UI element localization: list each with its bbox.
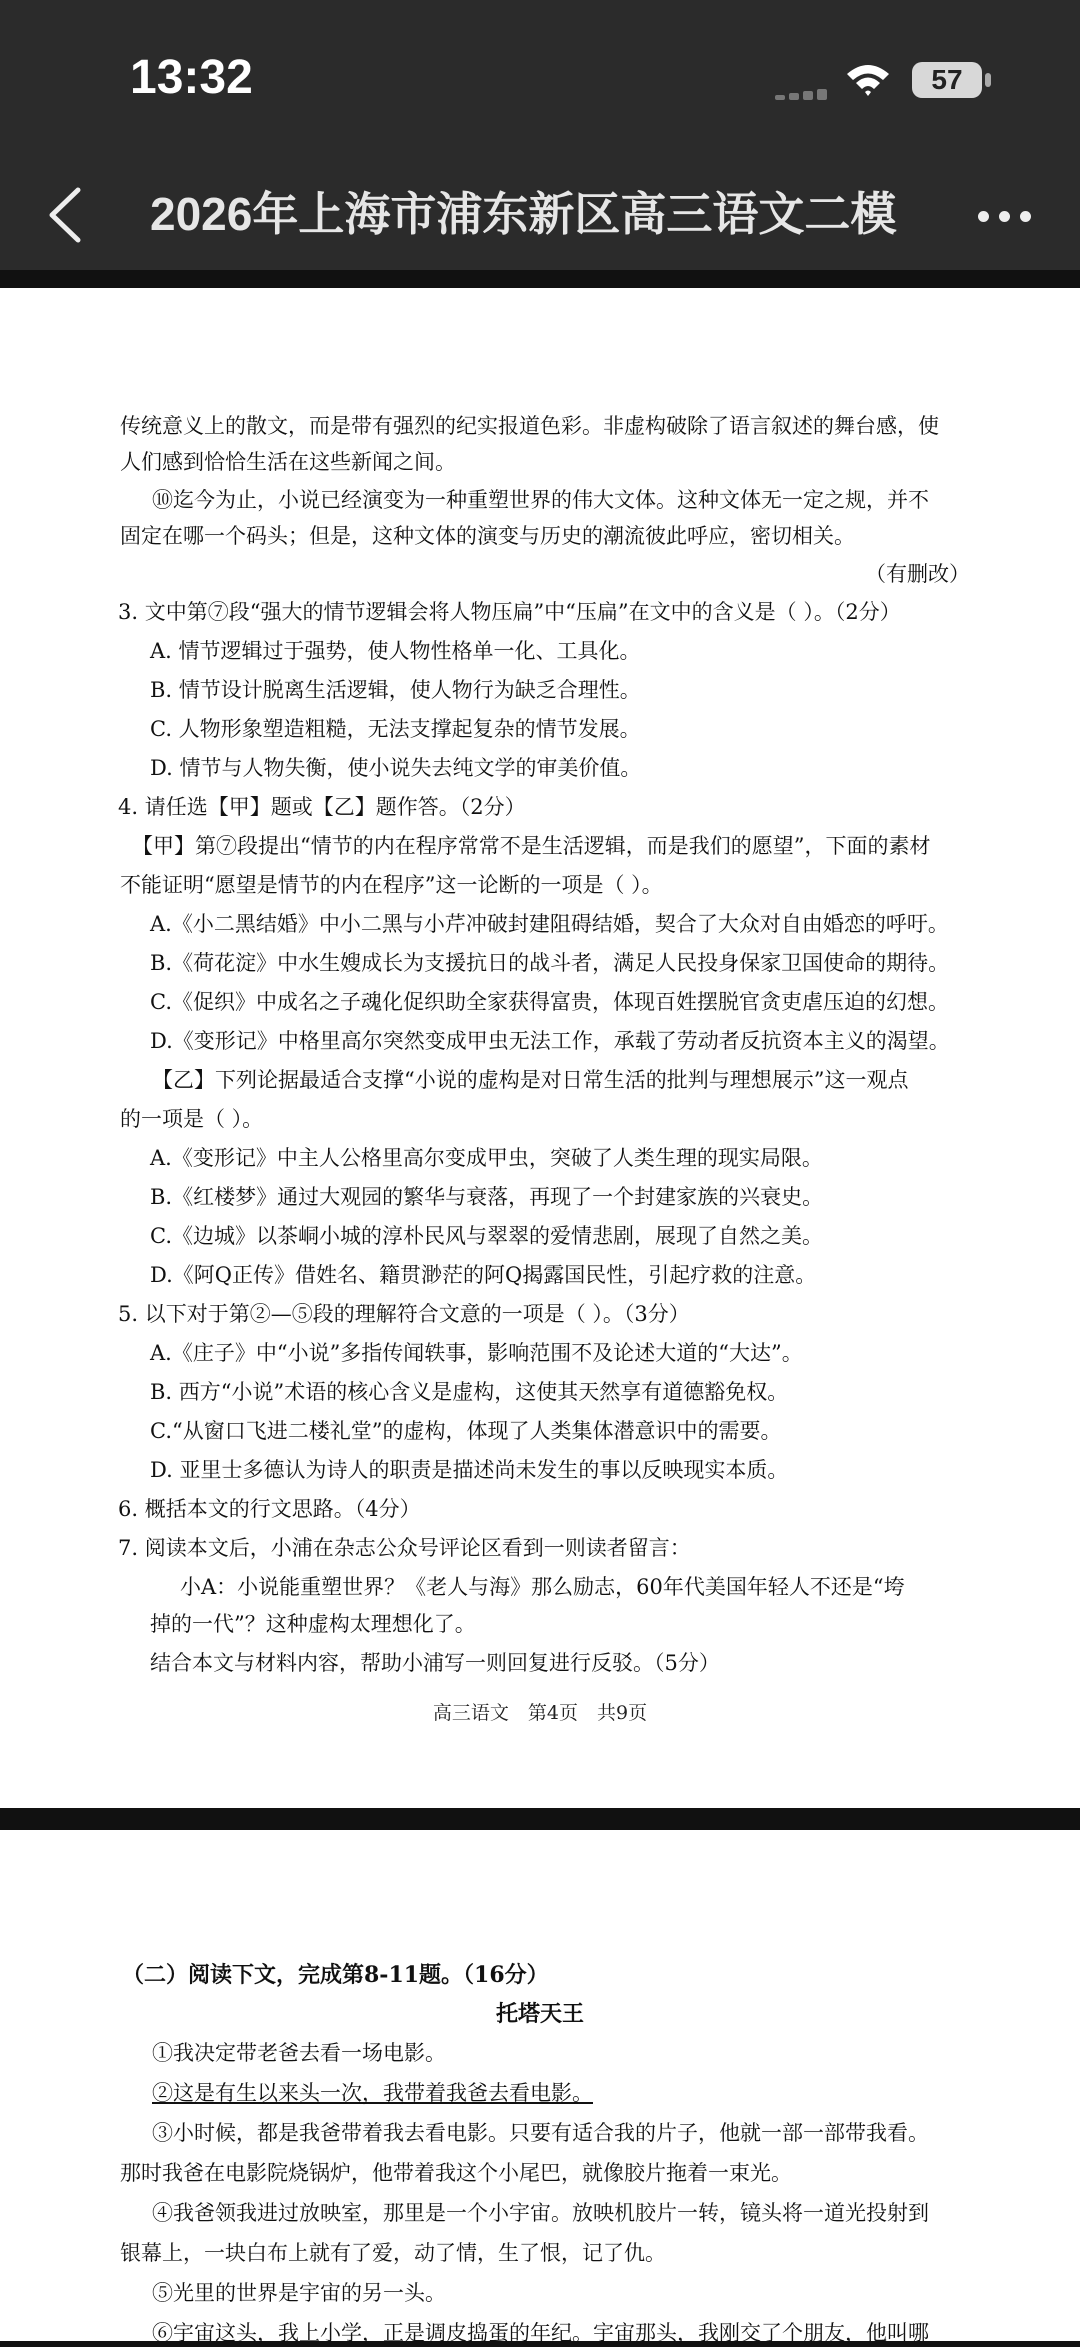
text-line: 结合本文与材料内容，帮助小浦写一则回复进行反驳。（5分） xyxy=(150,1651,720,1675)
option-c: C. 人物形象塑造粗糙，无法支撑起复杂的情节发展。 xyxy=(150,717,641,741)
back-button[interactable] xyxy=(42,182,88,248)
paragraph-line: ④我爸领我进过放映室，那里是一个小宇宙。放映机胶片一转，镜头将一道光投射到 xyxy=(152,2201,929,2225)
option-b: B. 西方“小说”术语的核心含义是虚构，这使其天然享有道德豁免权。 xyxy=(150,1380,789,1404)
option-b: B.《红楼梦》通过大观园的繁华与衰落，再现了一个封建家族的兴衰史。 xyxy=(150,1185,824,1209)
text-line: 人们感到恰恰生活在这些新闻之间。 xyxy=(120,450,456,474)
paragraph-line: ③小时候，都是我爸带着我去看电影。只要有适合我的片子，他就一部一部带我看。 xyxy=(152,2121,929,2145)
paragraph-line: ⑥宇宙这头，我上小学，正是调皮捣蛋的年纪。宇宙那头，我刚交了个朋友，他叫哪 xyxy=(152,2321,929,2345)
battery-cap xyxy=(985,73,991,87)
reader-comment: 掉的一代”？这种虚构太理想化了。 xyxy=(150,1612,476,1636)
status-time: 13:32 xyxy=(130,51,253,104)
paragraph-line: 那时我爸在电影院烧锅炉，他带着我这个小尾巴，就像胶片拖着一束光。 xyxy=(120,2161,792,2185)
option-d: D.《阿Q正传》借姓名、籍贯渺茫的阿Q揭露国民性，引起疗救的注意。 xyxy=(150,1263,817,1287)
status-bar xyxy=(0,0,1080,160)
section-title: （二）阅读下文，完成第8-11题。（16分） xyxy=(122,1962,549,1988)
page-footer: 高三语文 第4页 共9页 xyxy=(432,1702,648,1724)
text-line: 固定在哪一个码头；但是，这种文体的演变与历史的潮流彼此呼应，密切相关。 xyxy=(120,524,855,548)
paragraph-line: ⑤光里的世界是宇宙的另一头。 xyxy=(152,2281,446,2305)
option-a: A.《庄子》中“小说”多指传闻轶事，影响范围不及论述大道的“大达”。 xyxy=(150,1341,803,1365)
more-button[interactable] xyxy=(975,195,1035,235)
option-b: B. 情节设计脱离生活逻辑，使人物行为缺乏合理性。 xyxy=(150,678,641,702)
question-4: 4. 请任选【甲】题或【乙】题作答。（2分） xyxy=(118,795,526,819)
option-d: D. 亚里士多德认为诗人的职责是描述尚未发生的事以反映现实本质。 xyxy=(150,1458,789,1482)
text-line: 【乙】下列论据最适合支撑“小说的虚构是对日常生活的批判与理想展示”这一观点 xyxy=(152,1068,909,1092)
text-line: 【甲】第⑦段提出“情节的内在程序常常不是生活逻辑，而是我们的愿望”，下面的素材 xyxy=(132,834,931,858)
option-c: C.《促织》中成名之子魂化促织助全家获得富贵，体现百姓摆脱官贪吏虐压迫的幻想。 xyxy=(150,990,949,1014)
edit-note: （有删改） xyxy=(865,562,970,586)
option-a: A. 情节逻辑过于强势，使人物性格单一化、工具化。 xyxy=(150,639,641,663)
option-a: A.《变形记》中主人公格里高尔变成甲虫，突破了人类生理的现实局限。 xyxy=(150,1146,823,1170)
chevron-left-icon xyxy=(42,182,88,248)
nav-bar xyxy=(0,160,1080,270)
page-title: 2026年上海市浦东新区高三语文二模 xyxy=(150,188,897,240)
paragraph-line: 银幕上，一块白布上就有了爱，动了情，生了恨，记了仇。 xyxy=(120,2241,666,2265)
battery-level: 57 xyxy=(931,64,963,95)
text-line: 的一项是（ ）。 xyxy=(120,1107,264,1131)
more-dots-icon xyxy=(978,211,989,222)
question-3: 3. 文中第⑦段“强大的情节逻辑会将人物压扁”中“压扁”在文中的含义是（ ）。（2分） xyxy=(118,600,901,624)
reader-comment: 小A：小说能重塑世界？《老人与海》那么励志，60年代美国年轻人不还是“垮 xyxy=(180,1575,905,1599)
text-line: 传统意义上的散文，而是带有强烈的纪实报道色彩。非虚构破除了语言叙述的舞台感，使 xyxy=(120,414,939,438)
story-title: 托塔天王 xyxy=(495,2001,584,2027)
wifi-icon xyxy=(845,60,891,100)
paragraph-line: ②这是有生以来头一次，我带着我爸去看电影。 xyxy=(152,2081,593,2105)
option-b: B.《荷花淀》中水生嫂成长为支援抗日的战斗者，满足人民投身保家卫国使命的期待。 xyxy=(150,951,950,975)
question-5: 5. 以下对于第②—⑤段的理解符合文意的一项是（ ）。（3分） xyxy=(118,1302,690,1326)
text-line: ⑩迄今为止，小说已经演变为一种重塑世界的伟大文体。这种文体无一定之规，并不 xyxy=(152,488,929,512)
option-c: C.“从窗口飞进二楼礼堂”的虚构，体现了人类集体潜意识中的需要。 xyxy=(150,1419,782,1443)
option-a: A.《小二黑结婚》中小二黑与小芹冲破封建阻碍结婚，契合了大众对自由婚恋的呼吁。 xyxy=(150,912,949,936)
document-page-4 xyxy=(0,288,1080,1808)
battery-icon xyxy=(912,62,982,98)
text-line: 不能证明“愿望是情节的内在程序”这一论断的一项是（ ）。 xyxy=(120,873,663,897)
cellular-signal-icon xyxy=(775,86,831,100)
question-6: 6. 概括本文的行文思路。（4分） xyxy=(118,1497,421,1521)
question-7: 7. 阅读本文后，小浦在杂志公众号评论区看到一则读者留言： xyxy=(118,1536,691,1560)
option-d: D.《变形记》中格里高尔突然变成甲虫无法工作，承载了劳动者反抗资本主义的渴望。 xyxy=(150,1029,950,1053)
option-c: C.《边城》以茶峒小城的淳朴民风与翠翠的爱情悲剧，展现了自然之美。 xyxy=(150,1224,823,1248)
document-page-5 xyxy=(0,1830,1080,2345)
option-d: D. 情节与人物失衡，使小说失去纯文学的审美价值。 xyxy=(150,756,642,780)
paragraph-line: ①我决定带老爸去看一场电影。 xyxy=(152,2041,446,2065)
